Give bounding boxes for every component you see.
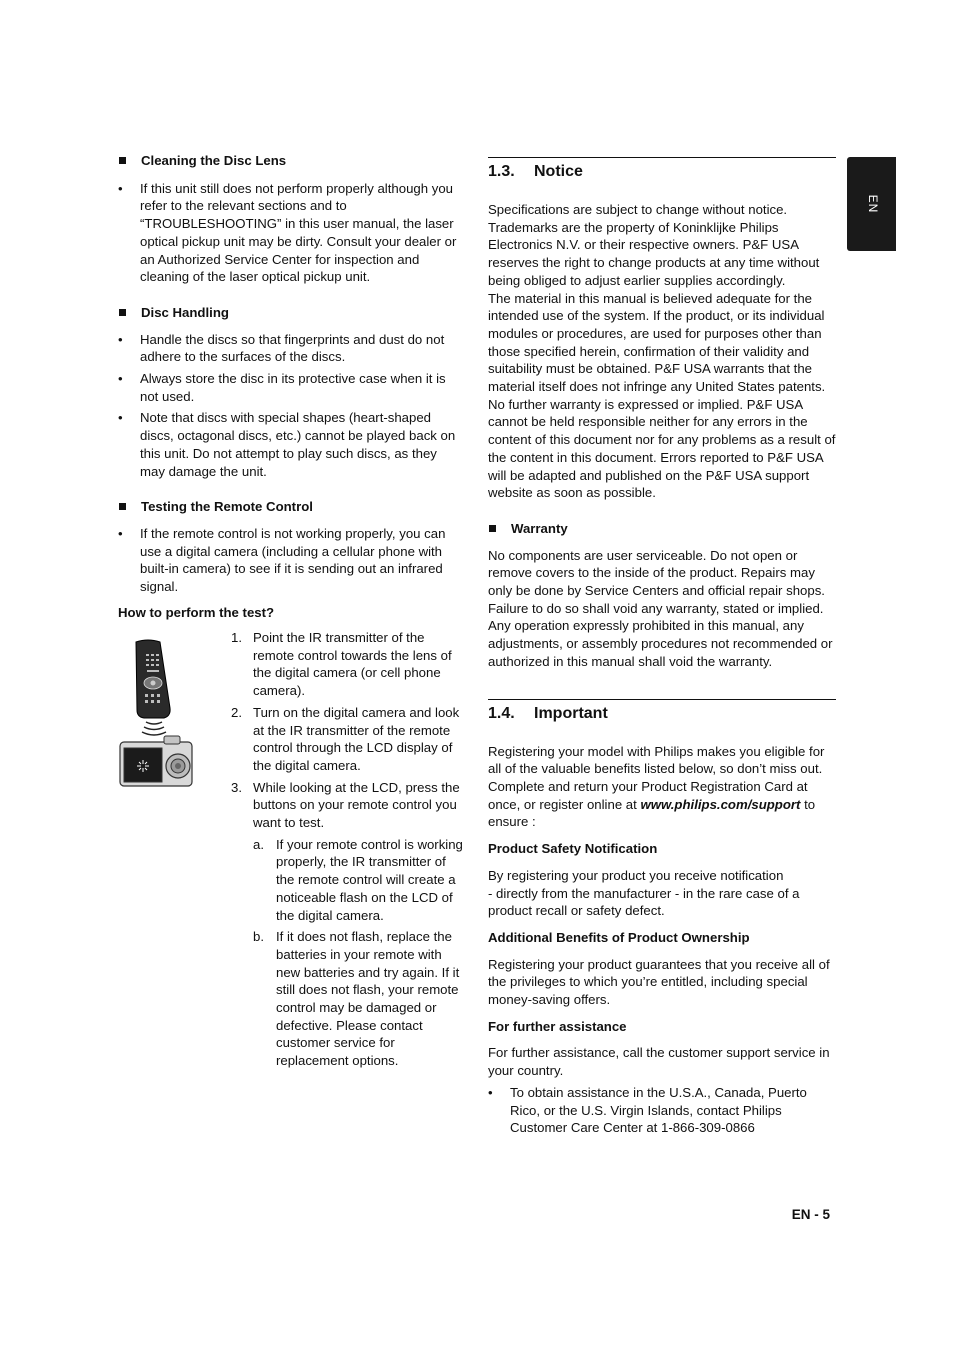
notice-title: Notice <box>534 163 583 180</box>
assist-list <box>488 1084 836 1137</box>
list-item: • If the remote control is not working properly, you can use a digital camera (including a cellular phone with built-in camera) to see if it is sending out an infrared signal. <box>118 525 464 596</box>
digital-camera-icon <box>120 736 192 786</box>
language-tab-label: EN <box>865 194 880 214</box>
remote-control-icon <box>118 638 210 788</box>
remote-test-heading: Testing the Remote Control <box>118 498 464 516</box>
howto-sub-list <box>253 836 464 1070</box>
list-item: • Note that discs with special shapes (heart-shaped discs, octagonal discs, etc.) cannot be played back on this unit. Do not attempt to play such discs, as they may damage the unit. <box>118 409 464 480</box>
remote-camera-illustration <box>118 638 210 788</box>
safety-heading: Product Safety Notification <box>488 841 658 857</box>
disc-handling-list <box>118 331 464 481</box>
important-intro: Registering your model with Philips makes you eligible for all of the valuable benefits listed below, so don’t miss out. Complete and return your Product Registration Card at once, or register online at www.philips.com/support to ensure : <box>488 743 825 830</box>
assist-heading: For further assistance <box>488 1018 627 1034</box>
left-column <box>118 150 464 1069</box>
philips-support-link[interactable]: www.philips.com/support <box>640 796 801 812</box>
warranty-heading: Warranty <box>488 520 836 538</box>
warranty-text: No components are user serviceable. Do not open or remove covers to the inside of the product. Repairs may only be done by Service Centers and official repair shops. Failure to do so shall void any warranty, stated or implied. Any operation expressly prohibited in this manual, any adjustments, or assembly procedures not recommended or authorized in this manual shall void the warranty. <box>488 547 833 669</box>
cleaning-list <box>118 180 464 286</box>
list-item: • Always store the disc in its protective case when it is not used. <box>118 370 464 405</box>
right-column <box>488 157 836 1137</box>
list-item: 1. Point the IR transmitter of the remote control towards the lens of the digital camera (or cell phone camera). <box>231 630 452 699</box>
list-item: • To obtain assistance in the U.S.A., Canada, Puerto Rico, or the U.S. Virgin Islands, contact Philips Customer Care Center at 1-866-309-0866 <box>488 1084 836 1137</box>
important-title: Important <box>534 704 608 722</box>
list-item: 3. While looking at the LCD, press the buttons on your remote control you want to test. a. If your remote control is working properly, the IR transmitter of the remote control will create a noticeable flash on the LCD of the digital camera. b. If it does not flash, replace the batteries in your remote with new batteries and try again. If it still does not flash, your remote control may be damaged or defective. Please contact customer service for replacement options. <box>231 779 463 1069</box>
important-heading <box>488 699 836 724</box>
remote-test-list <box>118 525 464 596</box>
howto-heading: How to perform the test? <box>118 604 275 620</box>
notice-paragraph-2: The material in this manual is believed adequate for the intended use of the system. If the product, or its individual modules or procedures, are used for purposes other than those specified herein, confirmation of their validity and suitability must be obtained. P&F USA warrants that the material itself does not infringe any United States patents. No further warranty is expressed or implied. P&F USA cannot be held responsible neither for any errors in the content of this document nor for any problems as a result of the content in this document. Errors reported to P&F USA will be adapted and published on the P&F USA support website as soon as possible. <box>488 290 836 501</box>
page-number: EN - 5 <box>791 1207 830 1222</box>
benefits-text: Registering your product guarantees that you receive all of the privileges to which you’re entitled, including special money-saving offers. <box>488 956 830 1008</box>
language-tab <box>847 157 896 251</box>
list-item: • Handle the discs so that fingerprints and dust do not adhere to the surfaces of the discs. <box>118 331 464 366</box>
notice-number: 1.3. <box>488 163 515 180</box>
disc-handling-heading: Disc Handling <box>118 304 464 322</box>
notice-heading <box>488 157 836 182</box>
assist-text: For further assistance, call the customer support service in your country. <box>488 1045 830 1079</box>
list-item: 2. Turn on the digital camera and look at the IR transmitter of the remote control through the LCD display of the digital camera. <box>231 704 460 773</box>
list-item: a. If your remote control is working properly, the IR transmitter of the remote control will create a noticeable flash on the LCD of the digital camera. <box>253 836 463 923</box>
important-number: 1.4. <box>488 704 515 722</box>
safety-line-1: By registering your product you receive notification <box>488 867 784 883</box>
benefits-heading: Additional Benefits of Product Ownership <box>488 929 750 945</box>
howto-numbered-list <box>231 629 464 1070</box>
howto-steps <box>231 629 464 1070</box>
list-item: • If this unit still does not perform properly although you refer to the relevant sections and to “TROUBLESHOOTING” in this user manual, the laser optical pickup unit may be dirty. Consult your dealer or an Authorized Service Center for inspection and cleaning of the laser optical pickup unit. <box>118 180 464 286</box>
notice-paragraph-1: Specifications are subject to change without notice. Trademarks are the property of Koninklijke Philips Electronics N.V. or their respective owners. P&F USA reserves the right to change products at any time without being obliged to adjust earlier supplies accordingly. <box>488 202 820 288</box>
list-item: b. If it does not flash, replace the batteries in your remote with new batteries and try again. If it still does not flash, your remote control may be damaged or defective. Please contact customer service for replacement options. <box>253 929 460 1069</box>
safety-line-2: - directly from the manufacturer - in the rare case of a product recall or safety defect. <box>488 885 800 919</box>
cleaning-heading: Cleaning the Disc Lens <box>118 152 464 170</box>
